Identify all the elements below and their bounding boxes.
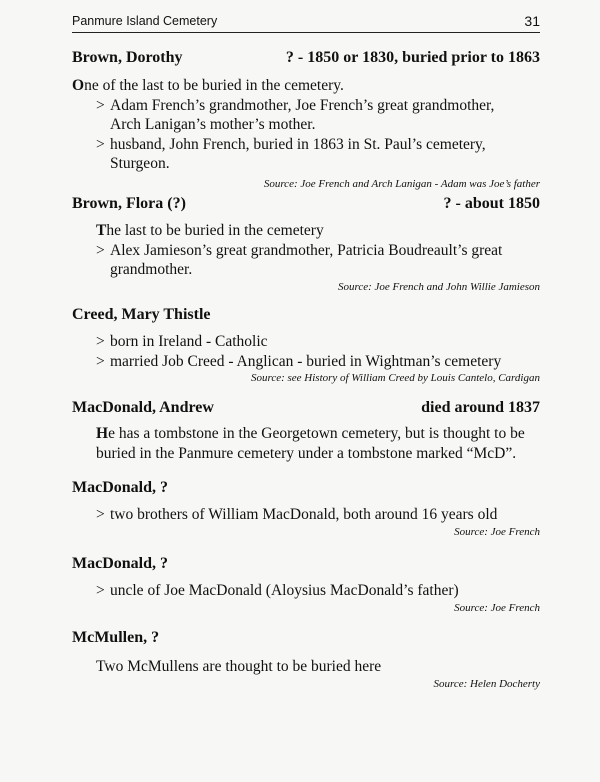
bullet-item: > two brothers of William MacDonald, both around 16 years old [96,506,498,523]
entry-source: Source: Joe French and John Willie Jamieson [337,280,540,293]
entry-name: Brown, Dorothy [72,49,183,66]
entry-dates: died around 1837 [421,399,540,416]
entry-source: Source: Joe French [454,601,540,614]
entry-brown-dorothy [72,49,540,191]
entry-name: MacDonald, ? [72,479,168,496]
entry-macdonald-andrew [72,399,540,463]
entry-macdonald-1 [72,479,540,539]
entry-creed-mary [72,306,540,385]
bullet-item: > Adam French’s grandmother, Joe French’s great grandmother, Arch Lanigan’s mother’s mother. [96,96,495,133]
entry-body [96,241,540,280]
entry-source: Source: Joe French and Arch Lanigan - Adam was Joe’s father [263,177,540,190]
entry-brown-flora [72,195,540,294]
entry-body [96,581,540,601]
entry-body [96,332,540,371]
entry-name: MacDonald, Andrew [72,399,214,416]
entry-lead: He has a tombstone in the Georgetown cemetery, but is thought to be buried in the Panmure cemetery under a tombstone marked “McD”. [96,425,525,462]
entry-source: Source: Joe French [454,525,540,538]
running-title: Panmure Island Cemetery [72,14,218,28]
entry-name: Brown, Flora (?) [72,195,186,212]
entry-lead: The last to be buried in the cemetery [96,222,324,239]
bullet-item: > Alex Jamieson’s great grandmother, Patricia Boudreault’s great grandmother. [96,241,503,278]
bullet-item: > uncle of Joe MacDonald (Aloysius MacDonald’s father) [96,582,459,599]
entry-mcmullen [72,629,540,691]
entry-macdonald-2 [72,555,540,615]
entry-name: MacDonald, ? [72,555,168,572]
entry-name: Creed, Mary Thistle [72,306,211,323]
entry-body [96,505,540,525]
entry-dates: ? - 1850 or 1830, buried prior to 1863 [285,49,540,66]
page-number: 31 [524,13,540,29]
entry-dates: ? - about 1850 [443,195,540,212]
entry-source: Source: Helen Docherty [433,677,540,690]
bullet-item: > married Job Creed - Anglican - buried in Wightman’s cemetery [96,352,502,370]
entry-lead: Two McMullens are thought to be buried here [96,658,382,675]
running-header [72,12,540,33]
bullet-item: > born in Ireland - Catholic [96,333,268,350]
entry-source: Source: see History of William Creed by Louis Cantelo, Cardigan [250,372,540,384]
entry-name: McMullen, ? [72,629,160,646]
bullet-item: > husband, John French, buried in 1863 in St. Paul’s cemetery, Sturgeon. [96,135,486,172]
entry-body [96,96,540,174]
entry-lead: One of the last to be buried in the cemetery. [72,77,344,94]
